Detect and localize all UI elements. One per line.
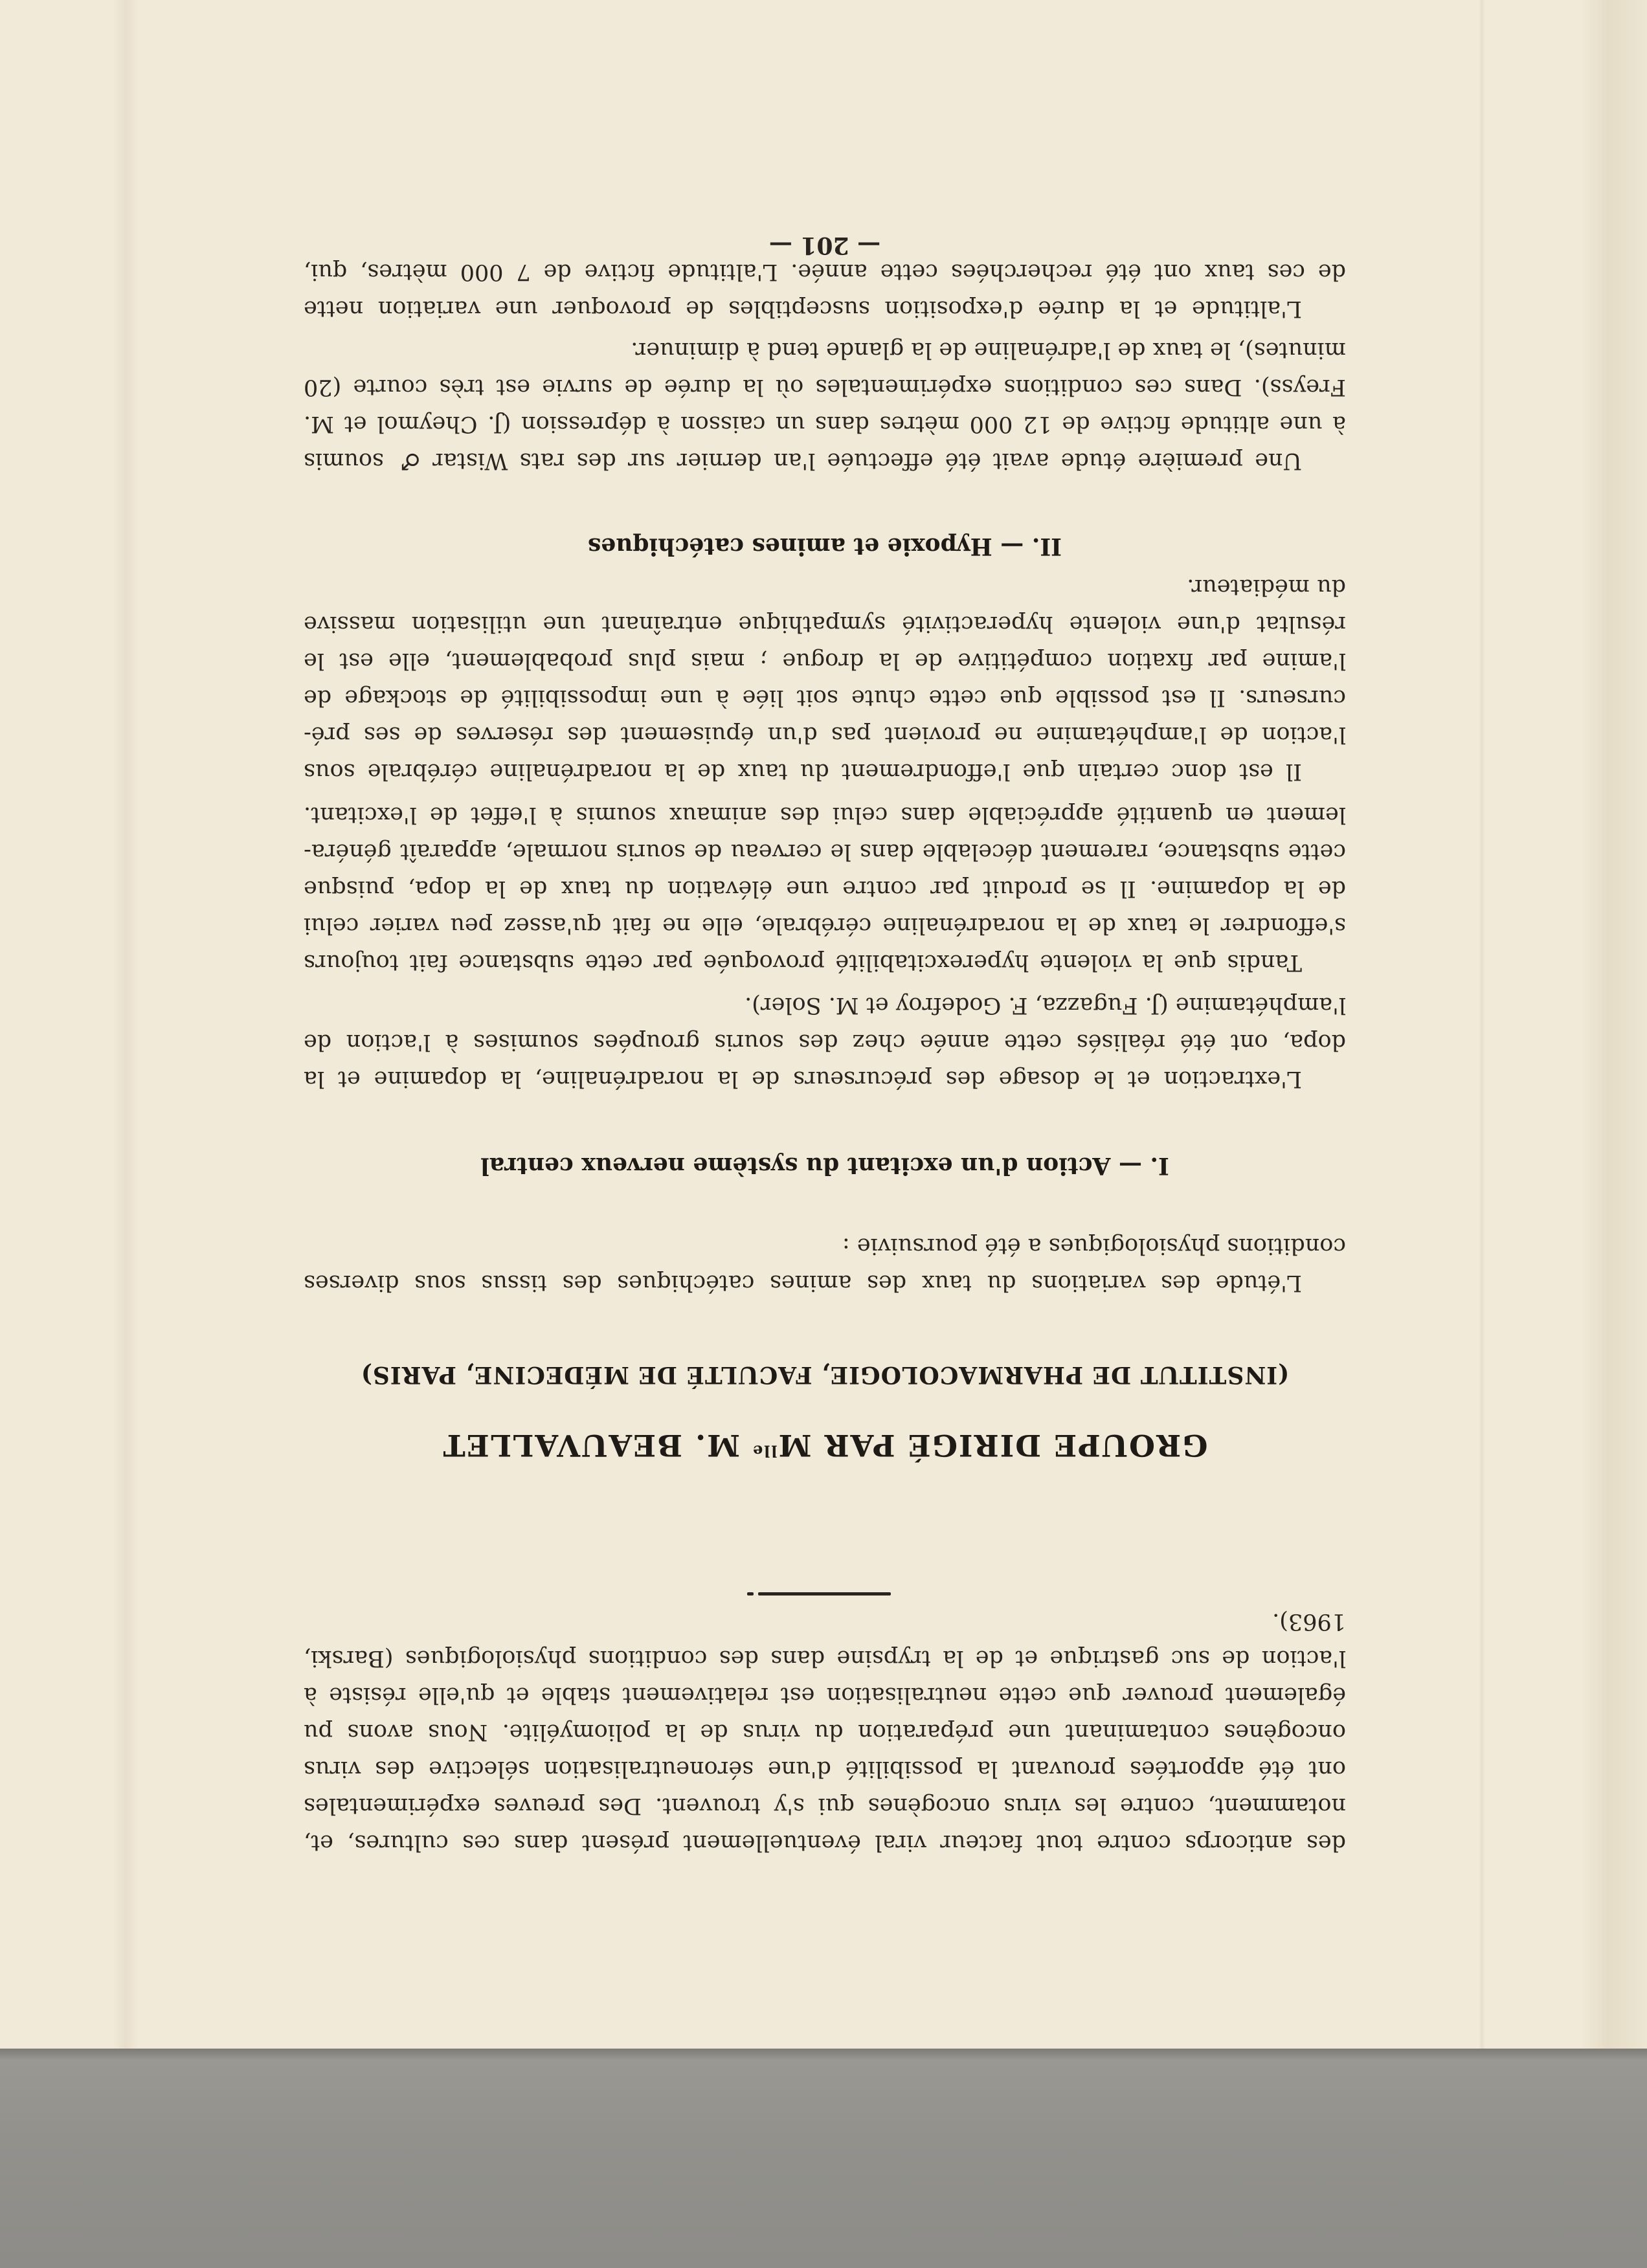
text-line: L'altitude et la durée d'exposition susceptibles de provoquer une variation nette bbox=[304, 296, 1302, 322]
text-line: Une première étude avait été effectuée l'an dernier sur des rats Wistar ♂ soumis bbox=[304, 448, 1302, 474]
group-title bbox=[304, 1428, 1346, 1463]
text-line: du médiateur. bbox=[1187, 574, 1346, 600]
text-line: L'étude des variations du taux des amines catéchiques des tissus sous diverses bbox=[304, 1270, 1302, 1296]
text-line: Tandis que la violente hyperexcitabilité provoquée par cette substance fait toujours bbox=[304, 950, 1302, 975]
section-2-paragraph-1 bbox=[304, 331, 1346, 479]
text-line: également prouver que cette neutralisation est relativement stable et qu'elle résiste à bbox=[304, 1682, 1346, 1708]
text-line: l'amphétamine (J. Fugazza, F. Godefroy et M. Soler). bbox=[745, 992, 1346, 1018]
text-line: des anticorps contre tout facteur viral éventuellement présent dans ces cultures, et, bbox=[304, 1830, 1346, 1856]
text-line: dopa, ont été réalisés cette année chez des souris groupées soumises à l'action de bbox=[304, 1029, 1346, 1055]
text-line: l'action de suc gastrique et de la trypsine dans des conditions physiologiques (Barski, bbox=[304, 1645, 1346, 1671]
section-1-paragraph-3 bbox=[304, 568, 1346, 790]
separator-rule-end bbox=[747, 1592, 754, 1595]
text-line: 1963). bbox=[1272, 1608, 1346, 1634]
continuation-paragraph bbox=[304, 1603, 1346, 1861]
group-title-superscript: lle bbox=[752, 1441, 778, 1461]
text-line: minutes), le taux de l'adrénaline de la glande tend à diminuer. bbox=[631, 337, 1346, 363]
section-1-paragraph-2 bbox=[304, 796, 1346, 981]
paper-fold-shadow bbox=[1479, 0, 1485, 2049]
text-line: cette substance, rarement décelable dans le cerveau de souris normale, apparaît généra- bbox=[304, 839, 1346, 865]
text-line: à une altitude fictive de 12 000 mètres dans un caisson à dépression (J. Cheymol et M. bbox=[304, 411, 1346, 437]
section-2-paragraph-2 bbox=[304, 253, 1346, 327]
separator-rule bbox=[758, 1592, 891, 1595]
section-1-paragraph-1 bbox=[304, 986, 1346, 1097]
section-1-heading: I. — Action d'un excitant du système nerveux central bbox=[480, 1152, 1169, 1179]
text-line: l'amine par fixation compétitive de la drogue ; mais plus probablement, elle est le bbox=[304, 648, 1346, 674]
text-line: oncogènes contaminant une préparation du virus de la poliomyélite. Nous avons pu bbox=[304, 1719, 1346, 1745]
text-line: Il est donc certain que l'effondrement du taux de la noradrénaline cérébrale sous bbox=[304, 759, 1302, 784]
text-line: de la dopamine. Il se produit par contre une élévation du taux de la dopa, puisque bbox=[304, 876, 1346, 902]
page-number: — 201 — bbox=[768, 232, 881, 259]
text-line: l'action de l'amphétamine ne provient pas d'un épuisement des réserves de ses pré- bbox=[304, 722, 1346, 748]
scanner-bed-background bbox=[0, 2049, 1647, 2268]
text-line: L'extraction et le dosage des précurseurs de la noradrénaline, la dopamine et la bbox=[304, 1066, 1302, 1092]
text-line: résultat d'une violente hyperactivité sympathique entraînant une utilisation massive bbox=[304, 611, 1346, 637]
group-title-prefix: GROUPE DIRIGÉ PAR M bbox=[777, 1428, 1208, 1463]
section-2-heading: II. — Hypoxie et amines catéchiques bbox=[587, 533, 1062, 560]
text-line: lement en quantité appréciable dans celui des animaux soumis à l'effet de l'excitant. bbox=[304, 802, 1346, 828]
group-title-suffix: M. BEAUVALLET bbox=[442, 1428, 752, 1463]
text-line: ont été apportées prouvant la possibilité d'une séroneutralisation sélective des virus bbox=[304, 1756, 1346, 1782]
institute-subtitle: (INSTITUT DE PHARMACOLOGIE, FACULTÉ DE MÉDECINE, PARIS) bbox=[360, 1361, 1290, 1388]
text-line: s'effondrer le taux de la noradrénaline cérébrale, elle ne fait qu'assez peu varier celui bbox=[304, 913, 1346, 939]
text-line: notamment, contre les virus oncogènes qui s'y trouvent. Des preuves expérimentales bbox=[304, 1793, 1346, 1819]
intro-paragraph bbox=[304, 1227, 1346, 1301]
page-gutter-shadow bbox=[113, 0, 139, 2049]
text-line: de ces taux ont été recherchées cette année. L'altitude fictive de 7 000 mètres, qui, bbox=[304, 259, 1346, 285]
text-line: Freyss). Dans ces conditions expérimentales où la durée de survie est très courte (20 bbox=[304, 374, 1346, 400]
text-line: conditions physiologiques a été poursuivie : bbox=[842, 1233, 1346, 1259]
text-line: curseurs. Il est possible que cette chute soit liée à une impossibilité de stockage de bbox=[304, 685, 1346, 711]
